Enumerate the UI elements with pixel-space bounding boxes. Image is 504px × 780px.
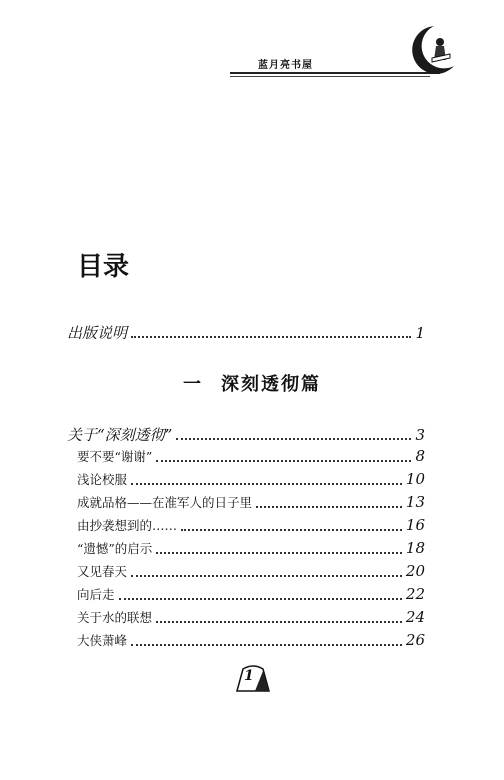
- toc-entry-page: 8: [415, 447, 425, 465]
- dot-leader: [176, 437, 411, 440]
- toc-entry-section-main[interactable]: [67, 424, 425, 445]
- toc-entry-label: 关于水的联想: [77, 610, 153, 625]
- page-title: 目录: [77, 252, 130, 282]
- toc-entry-page: 3: [415, 426, 425, 444]
- dot-leader: [131, 574, 402, 577]
- toc-entry-page: 26: [405, 631, 425, 649]
- toc-entry-page: 22: [405, 585, 425, 603]
- series-title: 蓝月亮书屋: [258, 60, 313, 71]
- dot-leader: [131, 482, 402, 485]
- dot-leader: [156, 459, 411, 462]
- section-heading: [0, 370, 504, 396]
- toc-entry[interactable]: [77, 516, 425, 534]
- toc-entry-page: 10: [405, 470, 425, 488]
- toc-entry-label: 要不要“谢谢”: [77, 449, 153, 464]
- toc-entry-label: 大侠萧峰: [77, 633, 128, 648]
- toc-entry[interactable]: [77, 539, 425, 557]
- toc-entry-label: 浅论校服: [77, 472, 128, 487]
- dot-leader: [119, 597, 402, 600]
- toc-entry-page: 20: [405, 562, 425, 580]
- header-rule-thin: [230, 76, 430, 77]
- toc-entry-intro[interactable]: [67, 322, 425, 343]
- toc-entry-page: 16: [405, 516, 425, 534]
- toc-entry-label: 出版说明: [67, 324, 128, 342]
- toc-entry-page: 1: [415, 324, 425, 342]
- dot-leader: [156, 620, 402, 623]
- toc-entry[interactable]: [77, 631, 425, 649]
- dot-leader: [181, 528, 402, 531]
- toc-entry-label: 向后走: [77, 587, 115, 602]
- toc-entry-label: 关于“深刻透彻”: [67, 426, 173, 444]
- toc-entry-label: 成就品格——在准军人的日子里: [77, 495, 253, 510]
- crescent-moon-reader-icon: [404, 22, 458, 80]
- dot-leader: [131, 335, 411, 338]
- toc-entry-label: 由抄袭想到的……: [77, 518, 178, 533]
- toc-entry[interactable]: [77, 562, 425, 580]
- toc-entry-label: “遗憾”的启示: [77, 541, 153, 556]
- page-number-badge: [233, 663, 273, 693]
- toc-entry-page: 18: [405, 539, 425, 557]
- toc-entry-page: 24: [405, 608, 425, 626]
- dot-leader: [256, 505, 402, 508]
- toc-entry[interactable]: [77, 608, 425, 626]
- section-title: 深刻透彻篇: [221, 374, 321, 395]
- toc-entry[interactable]: [77, 493, 425, 511]
- toc-entry-page: 13: [405, 493, 425, 511]
- dot-leader: [156, 551, 402, 554]
- toc-entry[interactable]: [77, 585, 425, 603]
- toc-entry-label: 又见春天: [77, 564, 128, 579]
- page-number: 1: [244, 668, 254, 684]
- dot-leader: [131, 643, 402, 646]
- toc-entry[interactable]: [77, 470, 425, 488]
- toc-entry[interactable]: [77, 447, 425, 465]
- section-number: 一: [183, 374, 203, 395]
